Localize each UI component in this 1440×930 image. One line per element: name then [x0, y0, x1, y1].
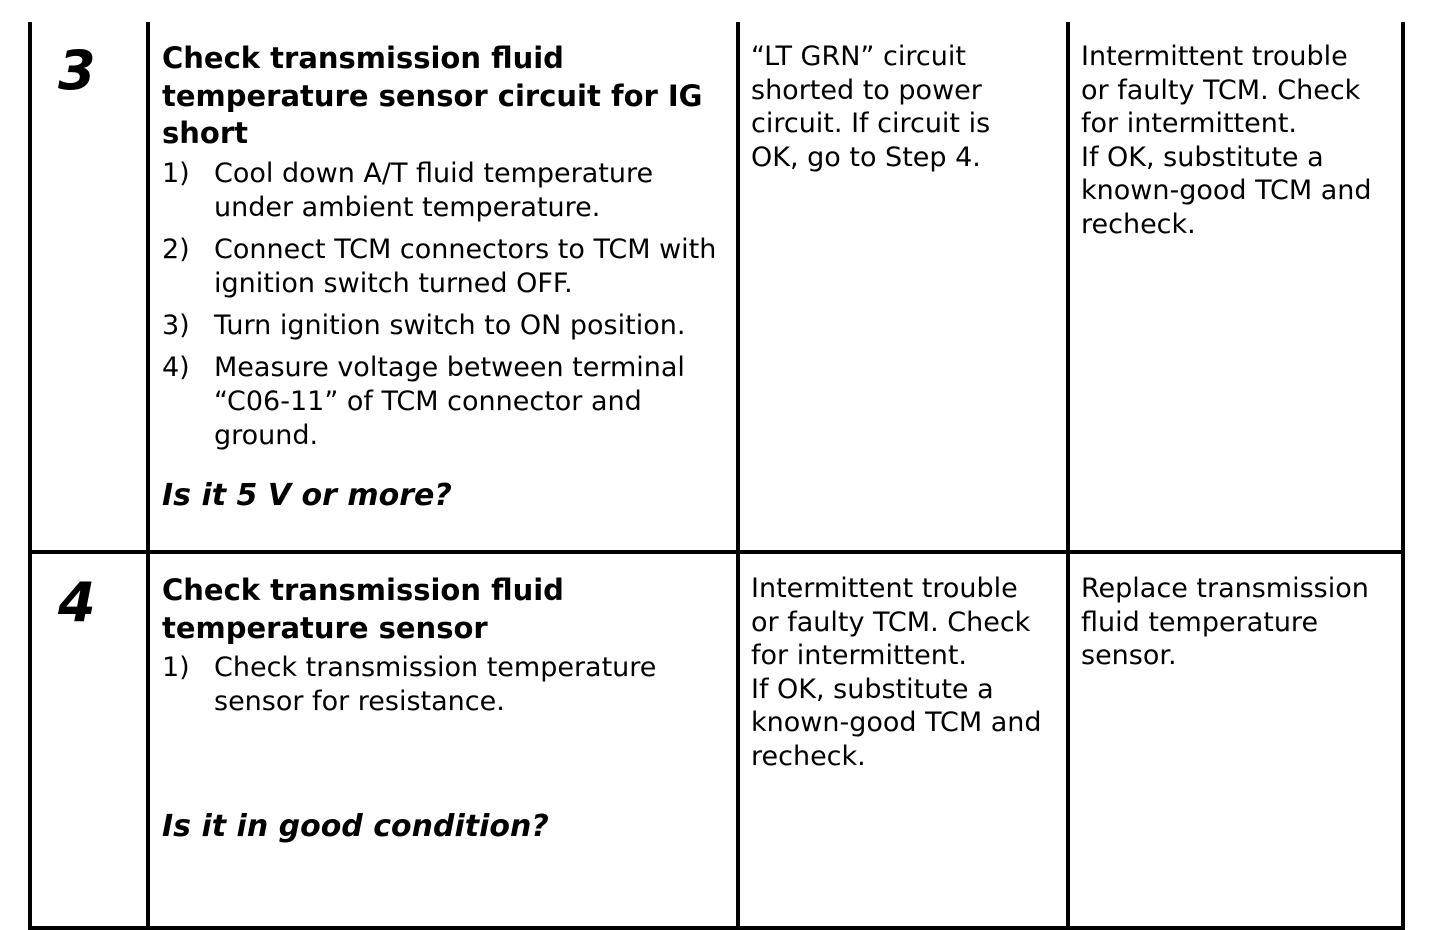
procedure-cell: [148, 552, 738, 928]
substep: [162, 157, 726, 225]
question: Is it in good condition?: [162, 809, 549, 844]
substep-text: Turn ignition switch to ON position.: [214, 309, 686, 341]
table-row-step-4: [30, 552, 1403, 928]
substep: [162, 351, 726, 453]
substep-text: Check transmission temperature sensor for resistance.: [214, 652, 657, 717]
no-result-cell: [1068, 552, 1403, 928]
no-result-text: Replace transmission fluid temperature sensor.: [1081, 573, 1369, 671]
substep-list: [162, 157, 726, 453]
step-number: 4: [30, 552, 148, 928]
substep-list: [162, 651, 726, 719]
substep-text: Connect TCM connectors to TCM with ignition switch turned OFF.: [214, 233, 717, 299]
substep: [162, 233, 726, 301]
substep-number: 1): [162, 652, 190, 683]
procedure-title: Check transmission fluid temperature sensor: [162, 573, 564, 645]
yes-result-text: Intermittent trouble or faulty TCM. Check for intermittent. If OK, substitute a known-good TCM and recheck.: [751, 573, 1042, 772]
yes-result-cell: [738, 22, 1068, 552]
table-row-step-3: [30, 22, 1403, 552]
step-number: 3: [30, 22, 148, 552]
procedure-cell: [148, 22, 738, 552]
substep-number: 2): [162, 233, 190, 265]
yes-result-text: “LT GRN” circuit shorted to power circuit. If circuit is OK, go to Step 4.: [751, 41, 991, 173]
no-result-text: Intermittent trouble or faulty TCM. Check for intermittent. If OK, substitute a known-good TCM and recheck.: [1081, 41, 1372, 240]
substep-number: 4): [162, 351, 190, 383]
question: Is it 5 V or more?: [162, 478, 452, 513]
diagnostic-table: [28, 22, 1405, 930]
procedure-title: Check transmission fluid temperature sensor circuit for IG short: [162, 41, 703, 150]
substep-text: Cool down A/T fluid temperature under ambient temperature.: [214, 157, 654, 223]
substep-number: 1): [162, 157, 190, 189]
substep: [162, 651, 726, 719]
substep: [162, 309, 726, 343]
substep-text: Measure voltage between terminal “C06-11” of TCM connector and ground.: [214, 351, 685, 451]
no-result-cell: [1068, 22, 1403, 552]
yes-result-cell: [738, 552, 1068, 928]
substep-number: 3): [162, 309, 190, 341]
